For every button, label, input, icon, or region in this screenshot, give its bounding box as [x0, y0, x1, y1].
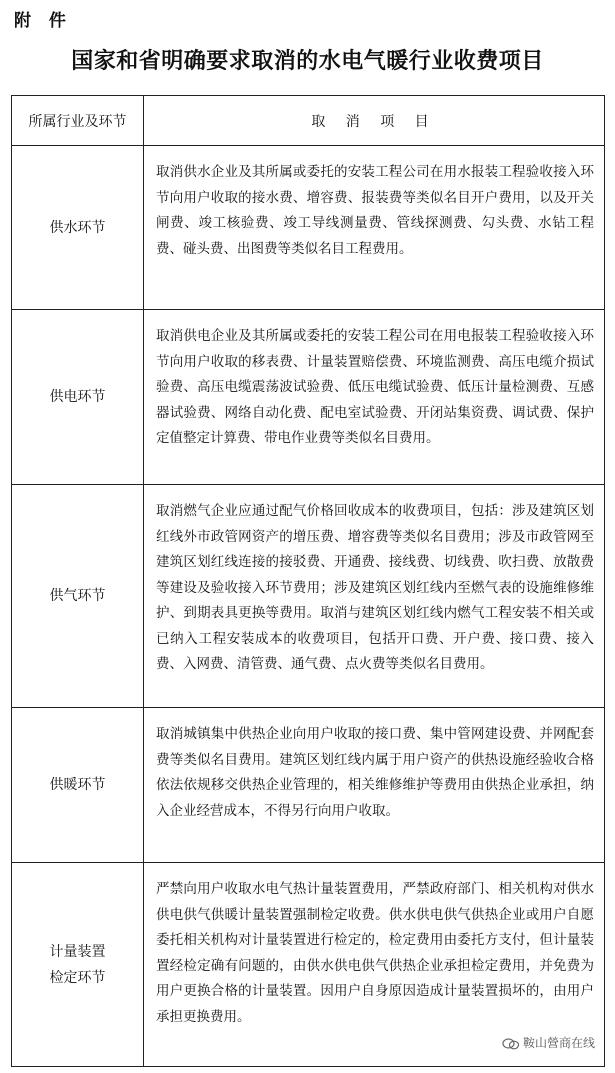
category-cell: 供气环节	[12, 485, 144, 708]
watermark-text: 鞍山營商在线	[522, 1036, 595, 1050]
category-line-1: 计量装置	[49, 943, 106, 960]
column-header-category: 所属行业及环节	[12, 96, 144, 146]
category-line-2: 检定环节	[49, 969, 106, 986]
category-cell	[12, 863, 144, 1067]
page-title: 国家和省明确要求取消的水电气暖行业收费项目	[71, 49, 544, 74]
content-cell: 取消供电企业及其所属或委托的安装工程公司在用电报装工程验收接入环节向用户收取的移表费、计量装置赔偿费、环境监测费、高压电缆介损试验费、高压电缆震荡波试验费、低压电缆试验费、低压计量检测费、互感器试验费、网络自动化费、配电室试验费、开闭站集资费、调试费、保护定值整定计算费、带电作业费等类似名目费用。	[144, 310, 605, 485]
table-header-row	[12, 96, 605, 146]
table-row	[12, 708, 605, 863]
wechat-icon	[502, 1038, 520, 1050]
content-cell: 取消城镇集中供热企业向用户收取的接口费、集中管网建设费、并网配套费等类似名目费用。建筑区划红线内属于用户资产的供热设施经验收合格依法依规移交供热企业管理的，相关维修维护等费用由供热企业承担，纳入企业经营成本，不得另行向用户收取。	[144, 708, 605, 863]
column-header-items: 取 消 项 目	[144, 96, 605, 146]
table-row	[12, 310, 605, 485]
category-cell: 供暖环节	[12, 708, 144, 863]
fee-table	[11, 95, 605, 1067]
content-cell: 严禁向用户收取水电气热计量装置费用，严禁政府部门、相关机构对供水供电供气供暖计量装置强制检定收费。供水供电供气供热企业或用户自愿委托相关机构对计量装置进行检定的，检定费用由委托方支付，但计量装置经检定确有问题的，由供水供电供气供热企业承担检定费用，并免费为用户更换合格的计量装置。因用户自身原因造成计量装置损坏的，由用户承担更换费用。	[144, 863, 605, 1067]
content-cell: 取消燃气企业应通过配气价格回收成本的收费项目，包括：涉及建筑区划红线外市政管网资产的增压费、增容费等类似名目费用；涉及市政管网至建筑区划红线连接的接驳费、开通费、接线费、切线费、吹扫费、放散费等建设及验收接入环节费用；涉及建筑区划红线内至燃气表的设施维修维护、到期表具更换等费用。取消与建筑区划红线内燃气工程安装不相关或已纳入工程安装成本的收费项目，包括开口费、开户费、接口费、接入费、入网费、清管费、通气费、点火费等类似名目费用。	[144, 485, 605, 708]
category-cell: 供电环节	[12, 310, 144, 485]
table-row	[12, 146, 605, 310]
watermark	[502, 1034, 595, 1051]
attachment-label: 附 件	[14, 11, 72, 31]
table-row	[12, 485, 605, 708]
content-cell: 取消供水企业及其所属或委托的安装工程公司在用水报装工程验收接入环节向用户收取的接水费、增容费、报装费等类似名目开户费用，以及开关闸费、竣工核验费、竣工导线测量费、管线探测费、勾头费、水钻工程费、碰头费、出图费等类似名目工程费用。	[144, 146, 605, 310]
category-cell: 供水环节	[12, 146, 144, 310]
